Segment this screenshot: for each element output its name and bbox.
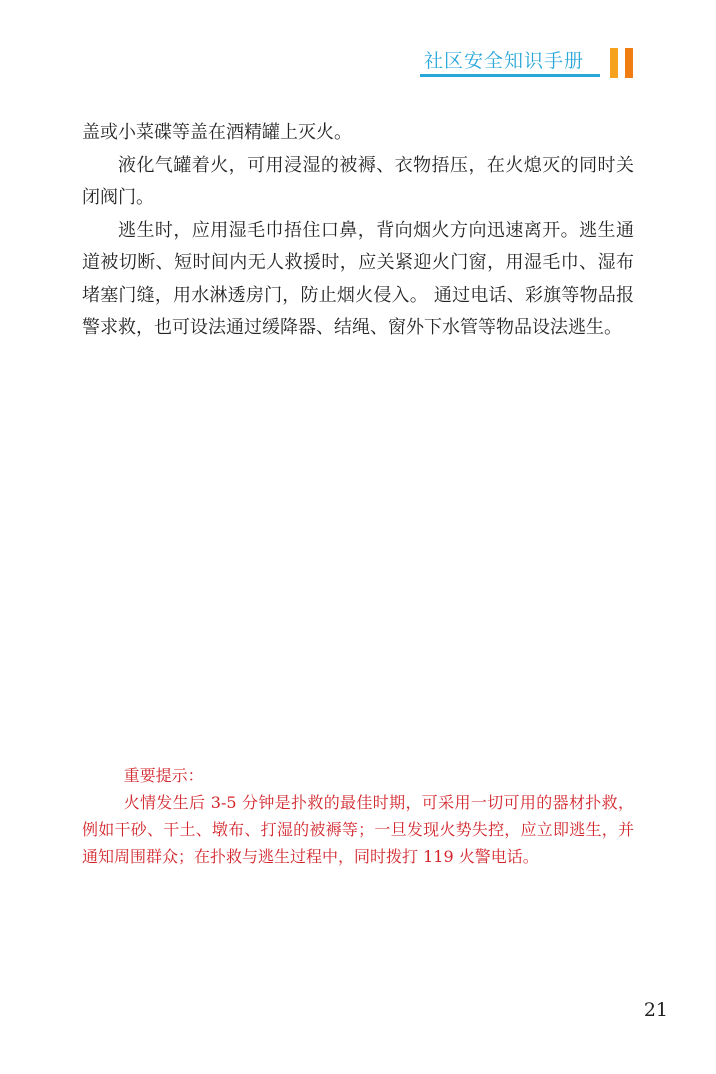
- paragraph-escape: 逃生时，应用湿毛巾捂住口鼻，背向烟火方向迅速离开。逃生通道被切断、短时间内无人救援时，应关紧迎火门窗，用湿毛巾、湿布堵塞门缝，用水淋透房门，防止烟火侵入。 通过电话、彩旗等物品报警求救，也可设法通过缓降器、结绳、窗外下水管等物品设法逃生。: [82, 219, 634, 338]
- paragraph-continuation: 盖或小菜碟等盖在酒精罐上灭火。: [82, 122, 352, 143]
- important-tip: [82, 762, 634, 870]
- tip-text: 火情发生后 3-5 分钟是扑救的最佳时期，可采用一切可用的器材扑救，例如干砂、干土、墩布、打湿的被褥等；一旦发现火势失控，应立即逃生，并通知周围群众；在扑救与逃生过程中，同时拨打 119 火警电话。: [82, 793, 634, 866]
- header-orange-bar-dark: [625, 48, 633, 78]
- tip-title: 重要提示：: [123, 766, 204, 785]
- body-text: [82, 117, 634, 345]
- page-header: [420, 44, 640, 80]
- page-number: 21: [643, 999, 668, 1021]
- paragraph-gas-tank-fire: 液化气罐着火，可用浸湿的被褥、衣物捂压，在火熄灭的同时关闭阀门。: [82, 154, 634, 208]
- header-orange-bar: [610, 48, 618, 78]
- handbook-title: 社区安全知识手册: [424, 50, 585, 72]
- header-underline: [420, 74, 600, 77]
